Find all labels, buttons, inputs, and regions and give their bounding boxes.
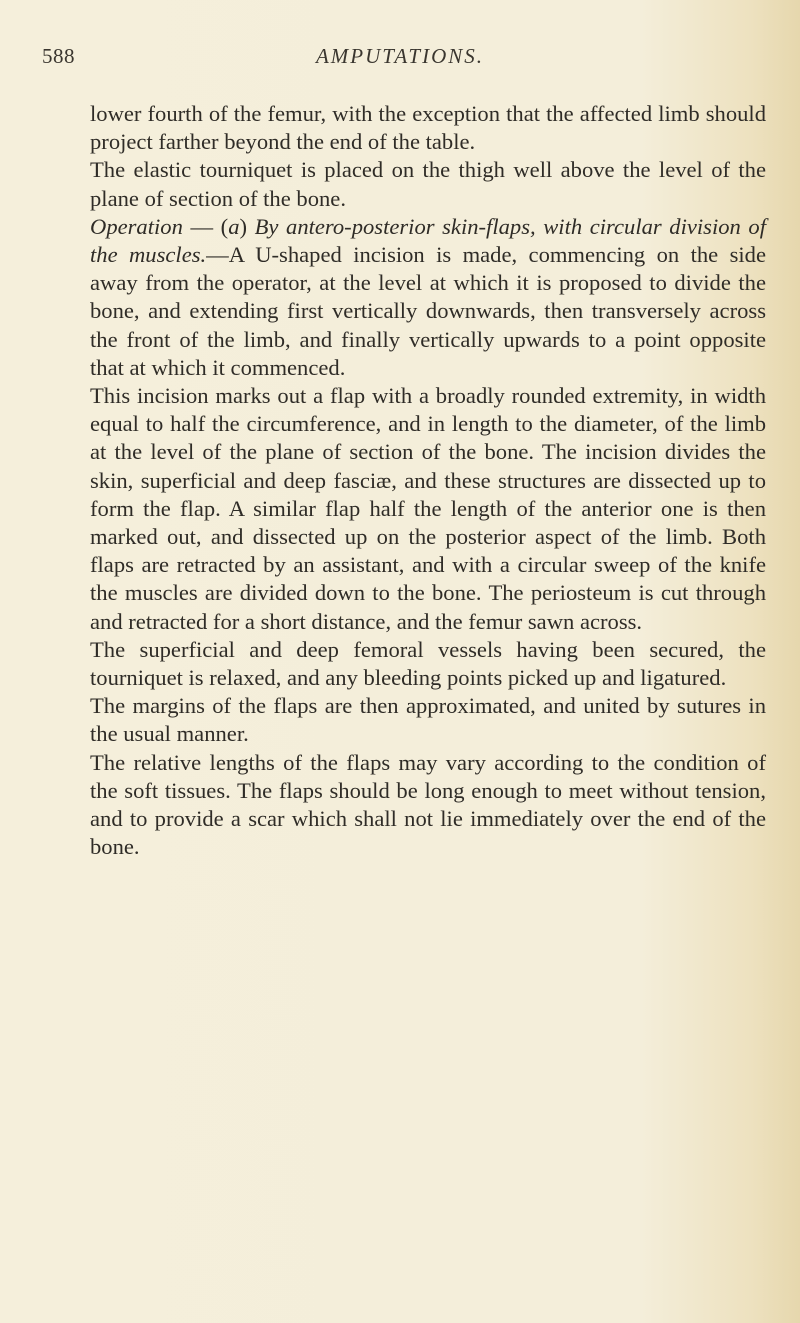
paragraph <box>90 382 766 636</box>
paragraph-text: The relative lengths of the flaps may vary according to the condition of the soft tissues. The flaps should be long enough to meet without tension, and to provide a scar which shall not lie immediately over the end of the bone. <box>90 749 766 860</box>
body-text <box>90 100 766 861</box>
paragraph-text: lower fourth of the femur, with the exception that the affected limb should project farther beyond the end of the table. <box>90 101 766 155</box>
operation-label: Operation <box>90 213 183 239</box>
paragraph <box>90 156 766 212</box>
running-head: AMPUTATIONS. <box>315 44 485 68</box>
operation-letter: a <box>228 213 240 239</box>
page-number: 588 <box>42 44 75 68</box>
paragraph-text: The elastic tourniquet is placed on the thigh well above the level of the plane of section of the bone. <box>90 157 766 211</box>
paragraph <box>90 692 766 748</box>
paragraph <box>90 749 766 862</box>
operation-title: By antero-posterior skin-flaps, with circular division of the muscles. <box>90 213 766 268</box>
paragraph-text: This incision marks out a flap with a broadly rounded extremity, in width equal to half the circumference, and in length to the diameter, of the limb at the level of the plane of section of the bone. The incision divides the skin, superficial and deep fasciæ, and these structures are dissected up to form the flap. A similar flap half the length of the anterior one is then marked out, and dissected up on the posterior aspect of the limb. Both flaps are retracted by an assistant, and with a circular sweep of the knife the muscles are divided down to the bone. The periosteum is cut through and retracted for a short distance, and the femur sawn across. <box>90 383 766 634</box>
operation-close: ) <box>239 213 255 239</box>
paragraph-text: —A U-shaped incision is made, commencing on the side away from the operator, at the level at which it is proposed to divide the bone, and extending first vertically downwards, then transversely across the front of the limb, and finally vertically upwards to a point opposite that at which it commenced. <box>90 242 766 380</box>
paragraph <box>90 100 766 156</box>
paragraph-operation <box>90 213 766 382</box>
paragraph-text: The superficial and deep femoral vessels having been secured, the tourniquet is relaxed, and any bleeding points picked up and ligatured. <box>90 636 766 691</box>
operation-separator: — ( <box>182 213 229 239</box>
paragraph <box>90 636 766 692</box>
paragraph-text: The margins of the flaps are then approximated, and united by sutures in the usual manner. <box>90 693 766 747</box>
